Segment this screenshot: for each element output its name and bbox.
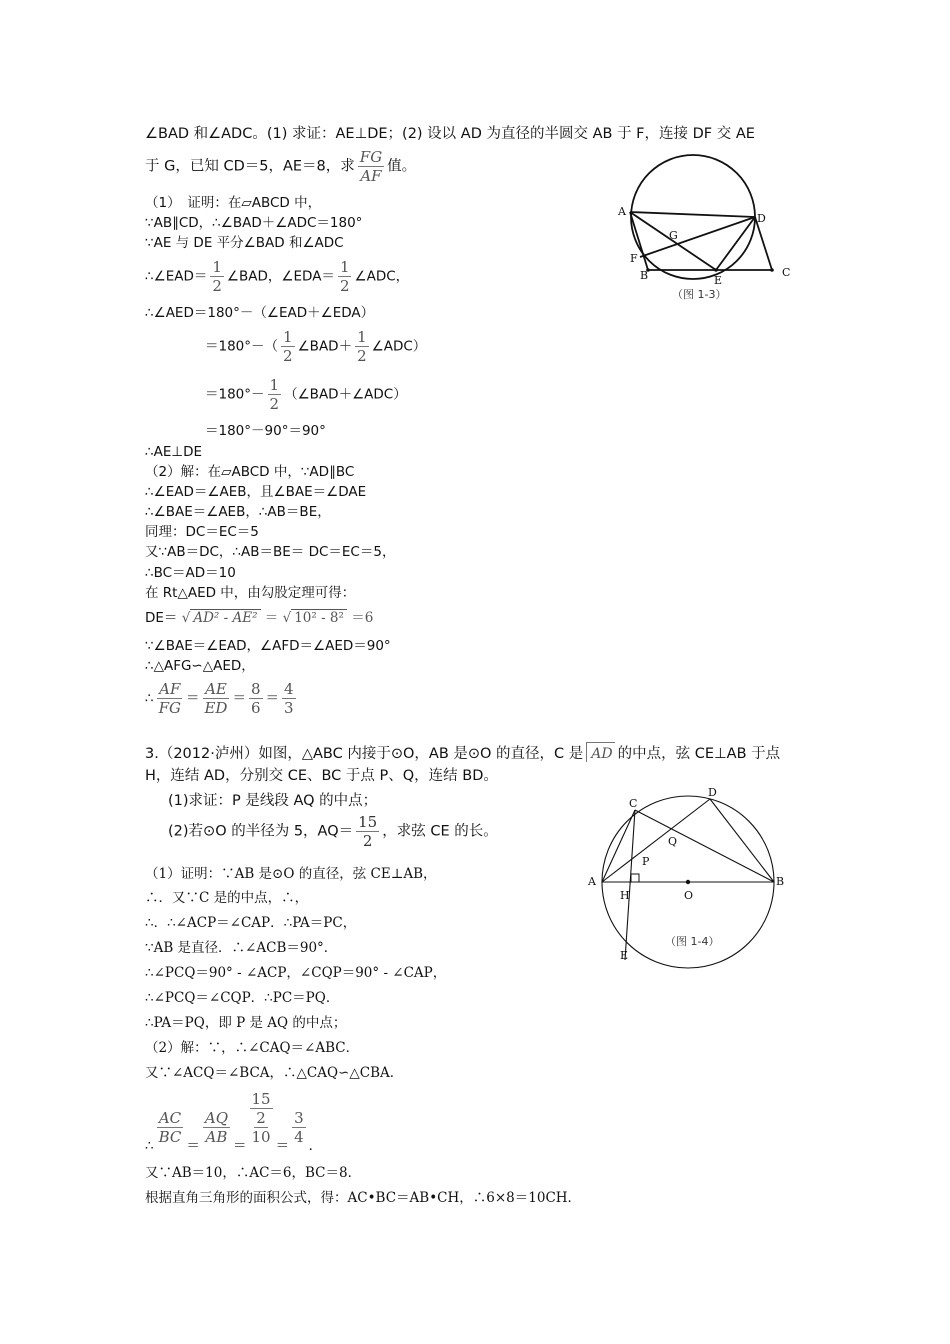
solution-line: 同理：DC＝EC＝5 bbox=[145, 524, 259, 540]
solution-line: ∵AB∥CD，∴∠BAD＋∠ADC＝180° bbox=[145, 215, 363, 231]
frac-den: BC bbox=[158, 1127, 182, 1146]
frac-den: 2 bbox=[362, 832, 373, 850]
label-g: G bbox=[669, 229, 678, 242]
frac-num: 15 bbox=[251, 1090, 271, 1108]
problem-line-2-pre: 于 G，已知 CD＝5，AE＝8，求 bbox=[145, 158, 355, 175]
text: ∠BAD＋ bbox=[297, 338, 353, 355]
solution-line: ∵AE 与 DE 平分∠BAD 和∠ADC bbox=[145, 235, 344, 251]
ratio-line-2 bbox=[145, 1090, 323, 1154]
frac-num: AQ bbox=[204, 1108, 229, 1127]
answer-line: ∴∠PCQ＝∠CQP．∴PC＝PQ． bbox=[145, 990, 340, 1006]
label-d: D bbox=[757, 212, 766, 225]
label-d: D bbox=[708, 786, 717, 799]
text: DE＝ bbox=[145, 610, 178, 626]
solution-line-indented bbox=[205, 328, 426, 365]
frac-den: ED bbox=[204, 699, 228, 717]
problem-line-2 bbox=[145, 148, 416, 185]
text: ，求弦 CE 的长。 bbox=[382, 823, 498, 840]
text: 3.（2012·泸州）如图，△ABC 内接于⊙O，AB 是⊙O 的直径，C 是 bbox=[145, 746, 584, 762]
eq: ＝ bbox=[185, 690, 200, 707]
solution-line: ∴∠EAD＝∠AEB，且∠BAE＝∠DAE bbox=[145, 484, 367, 500]
segment-ad bbox=[630, 212, 755, 217]
fraction-half bbox=[281, 328, 295, 365]
solution-line: （2）解：在▱ABCD 中，∵AD∥BC bbox=[145, 464, 355, 480]
fraction-half bbox=[355, 328, 369, 365]
problem-line-2-post: 值。 bbox=[387, 158, 417, 175]
fraction-half bbox=[268, 376, 282, 413]
label-f: F bbox=[630, 252, 638, 265]
fraction bbox=[249, 680, 263, 717]
solution-line: （1） 证明：在▱ABCD 中， bbox=[145, 195, 322, 211]
text: ． bbox=[308, 1137, 323, 1154]
solution-line: ∴∠BAE＝∠AEB，∴AB＝BE， bbox=[145, 504, 331, 520]
label-e: E bbox=[714, 274, 723, 287]
frac-num: AF bbox=[159, 680, 181, 698]
eq: ＝ bbox=[233, 1137, 247, 1154]
text: ∴∠EAD＝ bbox=[145, 268, 208, 285]
label-q: Q bbox=[668, 835, 678, 848]
frac-num: 1 bbox=[357, 328, 367, 346]
frac-num: 15 bbox=[358, 813, 378, 831]
fraction-fg-af bbox=[358, 148, 384, 185]
radicand: AD² - AE² bbox=[190, 609, 260, 626]
text: （∠BAD＋∠ADC） bbox=[284, 386, 407, 403]
label-e: E bbox=[620, 949, 629, 962]
point-o bbox=[686, 880, 690, 884]
segment-ac bbox=[602, 810, 635, 882]
answer-line: ∵AB 是直径．∴∠ACB＝90°． bbox=[145, 940, 338, 956]
radicand: 10² - 8² bbox=[291, 609, 347, 626]
chord-ce bbox=[625, 810, 635, 960]
fraction-half bbox=[210, 258, 224, 295]
eq: ＝ bbox=[232, 690, 246, 707]
solution-line: 在 Rt△AED 中，由勾股定理可得： bbox=[145, 585, 356, 601]
fraction bbox=[282, 680, 296, 717]
sqrt-expression: √ 10² - 8² bbox=[283, 609, 347, 626]
frac-den: 4 bbox=[294, 1127, 304, 1146]
frac-num: FG bbox=[359, 148, 383, 166]
frac-num: 1 bbox=[283, 328, 293, 346]
frac-num: AC bbox=[158, 1108, 182, 1127]
label-b: B bbox=[640, 269, 649, 282]
answer-line: ∴．∴∠ACP＝∠CAP．∴PA＝PC， bbox=[145, 915, 357, 931]
label-a: A bbox=[588, 875, 596, 888]
fraction bbox=[157, 1109, 184, 1146]
solution-line: ∴△AFG∽△AED， bbox=[145, 658, 255, 674]
solution-line: ∴∠AED＝180°－（∠EAD＋∠EDA） bbox=[145, 305, 375, 321]
problem-line-1: ∠BAD 和∠ADC。(1) 求证：AE⊥DE；(2) 设以 AD 为直径的半圆交 AB 于 F，连接 DF 交 AE bbox=[145, 126, 755, 142]
text: ＝180°－ bbox=[205, 386, 265, 403]
text: ∠BAD，∠EDA＝ bbox=[226, 268, 335, 285]
solution-line: ∵∠BAE＝∠EAD，∠AFD＝∠AED＝90° bbox=[145, 638, 391, 654]
frac-den: 10 bbox=[251, 1128, 271, 1146]
eq: ＝ bbox=[275, 1137, 290, 1154]
text: ∴ bbox=[145, 1137, 154, 1154]
text: 的中点，弦 CE⊥AB 于点 bbox=[617, 746, 781, 762]
frac-den: AF bbox=[360, 167, 382, 185]
eq: ＝ bbox=[265, 690, 280, 707]
label-o: O bbox=[684, 889, 694, 902]
text: ＝ bbox=[264, 610, 279, 626]
problem3-line-2: H，连结 AD，分别交 CE、BC 于点 P、Q，连结 BD。 bbox=[145, 768, 498, 784]
fraction bbox=[202, 680, 229, 717]
figure-1-4 bbox=[580, 785, 800, 970]
fraction bbox=[292, 1109, 306, 1146]
frac-num: 8 bbox=[250, 680, 261, 698]
frac-den: 2 bbox=[269, 395, 280, 413]
frac-den: 3 bbox=[284, 699, 294, 717]
text: ＝180°－（ bbox=[205, 338, 279, 355]
answer-line: ∴∠PCQ＝90° - ∠ACP，∠CQP＝90° - ∠CAP， bbox=[145, 965, 447, 981]
answer-line: （1）证明：∵AB 是⊙O 的直径，弦 CE⊥AB， bbox=[145, 866, 437, 882]
problem3-line-1 bbox=[145, 744, 780, 764]
segment-df bbox=[640, 217, 755, 257]
answer-line: （2）解：∵，∴∠CAQ＝∠ABC． bbox=[145, 1040, 360, 1056]
segment-cb bbox=[635, 810, 774, 882]
eq: ＝ bbox=[186, 1137, 200, 1154]
label-c: C bbox=[782, 266, 791, 279]
frac-mid: 2 bbox=[256, 1109, 266, 1127]
solution-line-half-angles bbox=[145, 258, 409, 295]
point-c bbox=[770, 268, 774, 272]
ratio-line bbox=[145, 680, 299, 717]
solution-line-indented: ＝180°－90°＝90° bbox=[205, 423, 326, 439]
arc-ad: AD bbox=[586, 742, 614, 762]
label-a: A bbox=[618, 205, 626, 218]
figure-1-3 bbox=[610, 150, 800, 310]
frac-den: AB bbox=[205, 1127, 228, 1146]
frac-num: 1 bbox=[339, 258, 350, 276]
frac-num: 4 bbox=[284, 680, 294, 698]
frac-num: 1 bbox=[212, 258, 222, 276]
compound-fraction bbox=[250, 1090, 273, 1146]
frac-num: 3 bbox=[294, 1108, 304, 1127]
right-angle-mark bbox=[631, 874, 639, 882]
answer-line: ∴．又∵C 是的中点，∴， bbox=[145, 890, 309, 906]
solution-line-indented bbox=[205, 376, 407, 413]
question-2 bbox=[168, 813, 498, 850]
label-c: C bbox=[629, 797, 638, 810]
answer-line: 根据直角三角形的面积公式，得：AC•BC＝AB•CH，∴6×8＝10CH． bbox=[145, 1190, 582, 1206]
solution-line: ∴AE⊥DE bbox=[145, 444, 203, 460]
sqrt-expression: √ AD² - AE² bbox=[182, 609, 261, 626]
frac-den: FG bbox=[158, 699, 181, 717]
fraction bbox=[203, 1109, 230, 1146]
text: ∠ADC， bbox=[354, 268, 410, 285]
frac-den: 2 bbox=[212, 277, 222, 295]
label-p: P bbox=[642, 855, 650, 868]
frac-num: AE bbox=[205, 680, 227, 698]
figure-caption: （图 1-4） bbox=[665, 935, 720, 948]
solution-line: 又∵AB＝DC，∴AB＝BE＝ DC＝EC＝5， bbox=[145, 544, 396, 560]
point-e bbox=[714, 268, 718, 272]
text: ∠ADC） bbox=[371, 338, 427, 355]
answer-line: 又∵AB＝10，∴AC＝6，BC＝8． bbox=[145, 1165, 362, 1181]
fraction-half bbox=[338, 258, 352, 295]
frac-den: 6 bbox=[250, 699, 261, 717]
text: (2)若⊙O 的半径为 5，AQ＝ bbox=[168, 823, 354, 840]
answer-line: 又∵∠ACQ＝∠BCA，∴△CAQ∽△CBA． bbox=[145, 1065, 404, 1081]
label-b: B bbox=[776, 875, 785, 888]
text: ＝6 bbox=[351, 610, 374, 626]
fraction bbox=[157, 680, 183, 717]
text: ∴ bbox=[145, 690, 154, 707]
frac-num: 1 bbox=[269, 376, 280, 394]
segment-bd bbox=[710, 799, 774, 882]
frac-den: 2 bbox=[357, 347, 367, 365]
frac-den: 2 bbox=[339, 277, 350, 295]
frac-den: 2 bbox=[283, 347, 293, 365]
solution-line: ∴BC＝AD＝10 bbox=[145, 565, 236, 581]
question-1: (1)求证：P 是线段 AQ 的中点； bbox=[168, 793, 378, 809]
fraction-15-2 bbox=[356, 813, 379, 850]
pythagoras-line bbox=[145, 608, 373, 628]
label-h: H bbox=[620, 889, 630, 902]
figure-caption: （图 1-3） bbox=[672, 288, 727, 301]
answer-line: ∴PA＝PQ，即 P 是 AQ 的中点； bbox=[145, 1015, 347, 1031]
